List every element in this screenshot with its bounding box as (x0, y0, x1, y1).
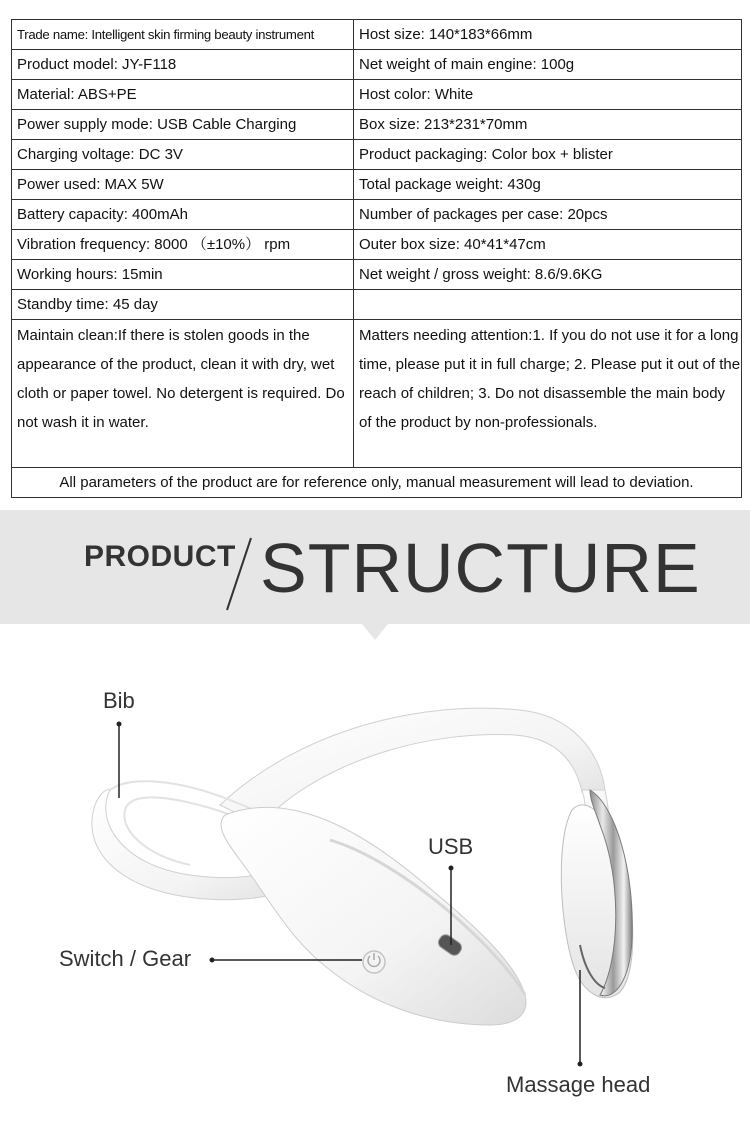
spec-cell: Total package weight: 430g (354, 170, 742, 200)
table-row (12, 170, 742, 200)
spec-cell: Outer box size: 40*41*47cm (354, 230, 742, 260)
table-row (12, 80, 742, 110)
banner-word-structure: STRUCTURE (260, 529, 701, 607)
spec-cell: Net weight of main engine: 100g (354, 50, 742, 80)
spec-cell: Battery capacity: 400mAh (12, 200, 354, 230)
callout-massage-head: Massage head (506, 1072, 651, 1097)
spec-cell: Vibration frequency: 8000 （±10%） rpm (12, 230, 354, 260)
table-row (12, 140, 742, 170)
table-row (12, 200, 742, 230)
spec-cell (354, 290, 742, 320)
banner-word-product: PRODUCT (84, 540, 236, 573)
banner-pointer (362, 624, 388, 640)
table-row (12, 20, 742, 50)
spec-cell: Charging voltage: DC 3V (12, 140, 354, 170)
product-structure (0, 640, 750, 1126)
spec-cell: Host size: 140*183*66mm (354, 20, 742, 50)
table-row (12, 468, 742, 498)
spec-cell: Standby time: 45 day (12, 290, 354, 320)
spec-cell: Material: ABS+PE (12, 80, 354, 110)
callout-switch-gear: Switch / Gear (59, 946, 192, 971)
disclaimer: All parameters of the product are for reference only, manual measurement will lead to deviation. (12, 468, 742, 498)
maintenance-note: Maintain clean:If there is stolen goods in the appearance of the product, clean it with dry, wet cloth or paper towel. No detergent is required. Do not wash it in water. (12, 320, 354, 468)
spec-cell: Host color: White (354, 80, 742, 110)
slash-divider (224, 536, 254, 612)
table-row (12, 320, 742, 468)
table-row (12, 260, 742, 290)
spec-cell: Working hours: 15min (12, 260, 354, 290)
table-row (12, 110, 742, 140)
attention-note: Matters needing attention:1. If you do not use it for a long time, please put it in full charge; 2. Please put it out of the reach of children; 3. Do not disassemble the main body of the product by non-professionals. (354, 320, 742, 468)
spec-cell: Power supply mode: USB Cable Charging (12, 110, 354, 140)
spec-cell: Box size: 213*231*70mm (354, 110, 742, 140)
spec-cell: Product packaging: Color box + blister (354, 140, 742, 170)
spec-cell: Power used: MAX 5W (12, 170, 354, 200)
spec-cell: Trade name: Intelligent skin firming beauty instrument (12, 20, 354, 50)
section-banner (0, 510, 750, 624)
table-row (12, 290, 742, 320)
spec-cell: Product model: JY-F118 (12, 50, 354, 80)
callout-bib: Bib (103, 688, 135, 713)
spec-table (11, 19, 742, 498)
spec-cell: Net weight / gross weight: 8.6/9.6KG (354, 260, 742, 290)
callout-usb: USB (428, 834, 474, 859)
table-row (12, 230, 742, 260)
table-row (12, 50, 742, 80)
spec-cell: Number of packages per case: 20pcs (354, 200, 742, 230)
